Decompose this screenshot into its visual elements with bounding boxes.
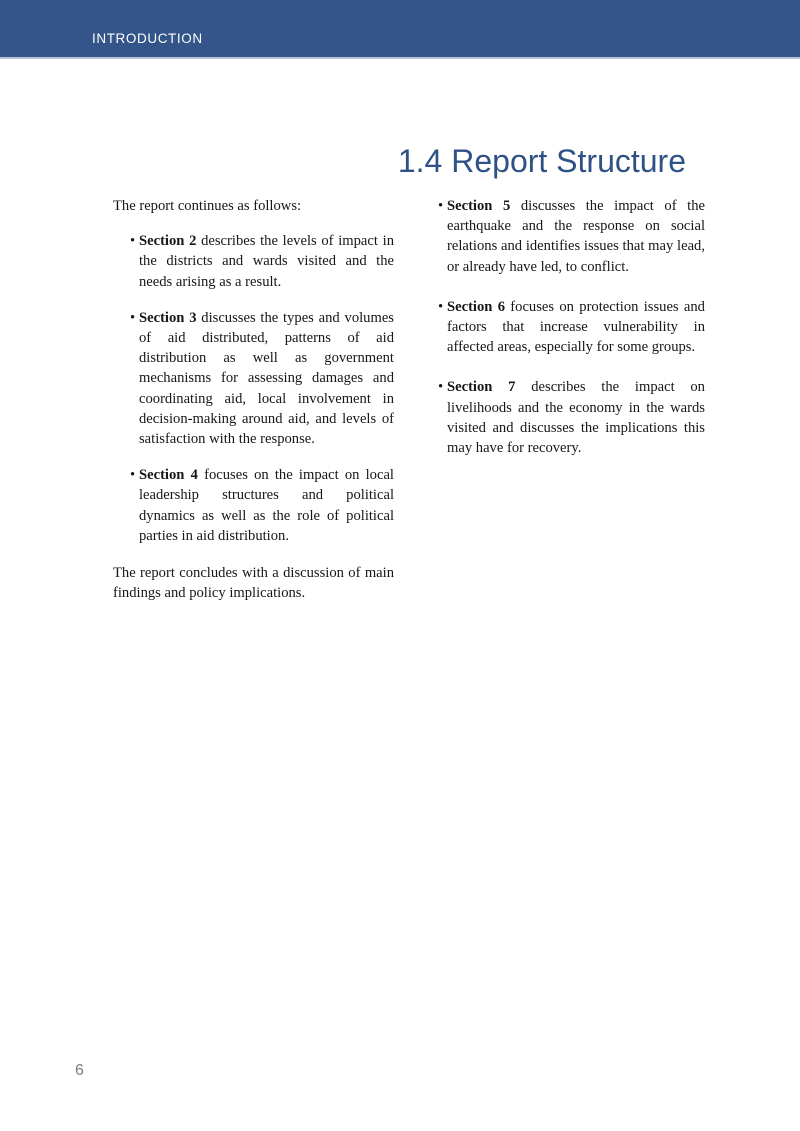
bullet-dot: •	[130, 233, 136, 250]
left-bullet-list	[113, 231, 394, 546]
list-item-text: describes the impact on livelihoods and the economy in the wards visited and discusses the implications this may have for recovery.	[447, 379, 705, 457]
bullet-dot: •	[438, 198, 444, 214]
page-number: 6	[75, 1062, 84, 1079]
list-item-lead: Section 4	[139, 467, 198, 484]
list-item-text: describes the levels of impact in the districts and wards visited and the needs arising as a result.	[139, 233, 394, 290]
list-item-lead: Section 5	[447, 198, 511, 214]
closing-paragraph: The report concludes with a discussion of main findings and policy implications.	[113, 565, 394, 602]
list-item-lead: Section 7	[447, 379, 516, 396]
list-item	[424, 297, 705, 358]
bullet-dot: •	[438, 298, 444, 315]
intro-paragraph: The report continues as follows:	[113, 198, 302, 214]
bullet-dot: •	[438, 379, 444, 396]
body-columns	[113, 196, 705, 636]
list-item-text: discusses the types and volumes of aid distributed, patterns of aid distribution as well as government mechanisms for assessing damages and coordinating aid, local involvement in decision-making around aid, and levels of satisfaction with the response.	[139, 309, 394, 448]
list-item-lead: Section 6	[447, 298, 505, 315]
left-column	[113, 196, 394, 603]
list-item	[113, 308, 394, 449]
list-item-text: focuses on protection issues and factors that increase vulnerability in affected areas, especially for some groups.	[447, 298, 705, 356]
header-divider-rule	[0, 57, 800, 59]
list-item-text: focuses on the impact on local leadership structures and political dynamics as well as the role of political parties in aid distribution.	[139, 467, 394, 544]
running-head-text: INTRODUCTION	[92, 31, 203, 46]
right-bullet-list	[424, 196, 705, 458]
list-item-lead: Section 3	[139, 309, 197, 326]
list-item	[113, 465, 394, 546]
list-item-lead: Section 2	[139, 233, 197, 250]
right-column	[424, 196, 705, 478]
list-item	[424, 377, 705, 458]
bullet-dot: •	[130, 467, 136, 484]
bullet-dot: •	[130, 309, 136, 326]
list-item	[424, 196, 705, 277]
list-item-text: discusses the impact of the earthquake and the response on social relations and identifies issues that may lead, or already have led, to conflict.	[447, 198, 705, 275]
list-item	[113, 231, 394, 292]
page-title: 1.4 Report Structure	[397, 143, 686, 180]
running-header-band	[0, 0, 800, 57]
